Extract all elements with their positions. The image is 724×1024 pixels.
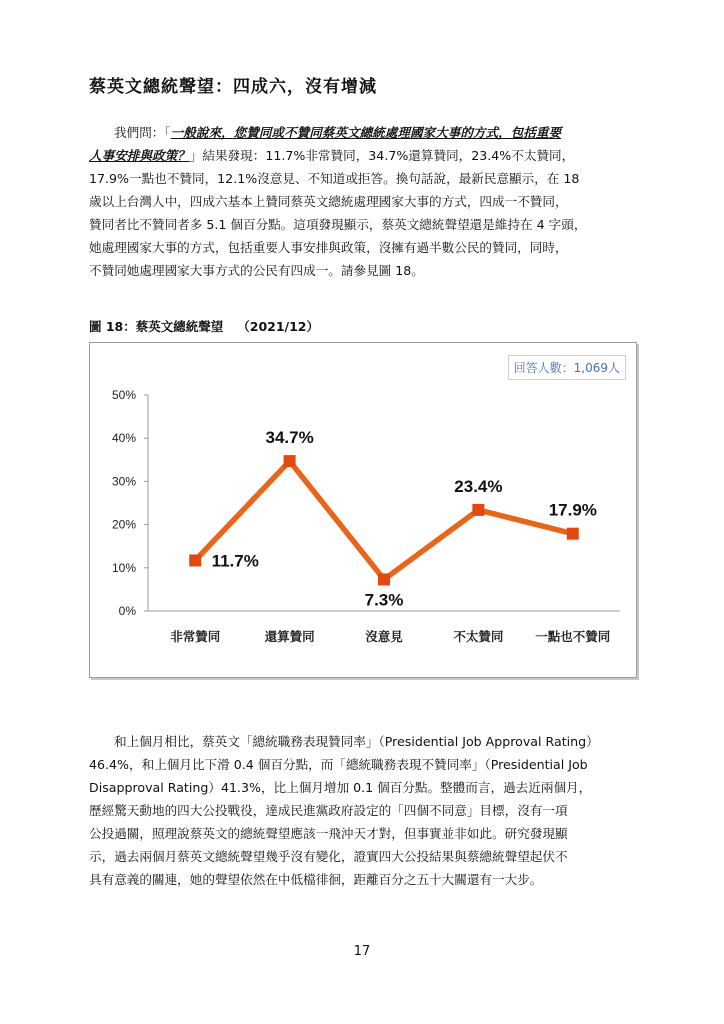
data-label: 23.4% [454,476,503,496]
y-tick-label: 40% [111,431,136,446]
paragraph-line: Disapproval Rating）41.3%，比上個月增加 0.1 個百分點。整體而言，過去近兩個月， [89,780,592,795]
respondents-count: 回答人數：1,069人 [508,355,626,380]
data-label: 17.9% [548,500,597,520]
paragraph-line: 和上個月相比，蔡英文「總統職務表現贊同率」（Presidential Job Approval Rating） [114,734,599,749]
paragraph-line: 贊同者比不贊同者多 5.1 個百分點。這項發現顯示，蔡英文總統聲望還是維持在 4 字頭， [89,217,587,232]
paragraph-line: 具有意義的關連，她的聲望依然在中低檔徘徊，距離百分之五十大關還有一大步。 [89,872,543,887]
data-label: 11.7% [211,551,259,571]
paragraph-line: 不贊同她處理國家大事方式的公民有四成一。請參見圖 18。 [89,263,424,278]
paragraph-line [89,144,637,167]
intro-paragraph [89,121,637,282]
question-text: 一般說來，您贊同或不贊同蔡英文總統處理國家大事的方式，包括重要 [170,125,562,140]
paragraph-line: 歲以上台灣人中，四成六基本上贊同蔡英文總統處理國家大事的方式，四成一不贊同， [89,194,568,209]
figure-caption [89,317,319,335]
line-chart-svg [90,343,636,677]
page-number: 17 [353,944,371,959]
paragraph-line: 46.4%，和上個月比下滑 0.4 個百分點，而「總統職務表現不贊同率」（Presidential Job [89,757,588,772]
approval-chart [89,342,637,678]
paragraph-line: 示，過去兩個月蔡英文總統聲望幾乎沒有變化，證實四大公投結果與蔡總統聲望起伏不 [89,849,568,864]
comparison-paragraph [89,730,637,891]
paragraph-line: 17.9%一點也不贊同，12.1%沒意見、不知道或拒答。換句話說，最新民意顯示，在 18 [89,171,580,186]
data-point [567,528,579,540]
paragraph-line: 歷經驚天動地的四大公投戰役，達成民進黨政府設定的「四個不同意」目標，沒有一項 [89,803,568,818]
data-point [472,504,484,516]
y-tick-label: 50% [111,388,136,402]
y-tick-label: 30% [111,474,136,489]
x-tick-label: 沒意見 [365,629,403,644]
section-heading: 蔡英文總統聲望：四成六，沒有增減 [89,77,377,97]
data-label: 7.3% [364,590,404,610]
paragraph-line: 她處理國家大事的方式，包括重要人事安排與政策，沒擁有過半數公民的贊同，同時， [89,240,568,255]
y-tick-label: 0% [118,604,136,618]
x-tick-label: 非常贊同 [170,629,221,644]
data-label: 34.7% [265,428,314,448]
figure-date: （2021/12） [237,319,320,334]
data-point [189,554,201,566]
x-tick-label: 不太贊同 [453,629,504,644]
x-tick-label: 一點也不贊同 [535,629,611,644]
line-text: 」結果發現：11.7%非常贊同，34.7%還算贊同，23.4%不太贊同， [189,148,575,163]
data-point [378,573,390,585]
data-point [284,455,296,467]
figure-title: 圖 18：蔡英文總統聲望 [89,319,224,334]
paragraph-line: 公投過關，照理說蔡英文的總統聲望應該一飛沖天才對，但事實並非如此。研究發現顯 [89,826,568,841]
y-tick-label: 10% [111,560,136,575]
y-tick-label: 20% [111,517,136,532]
paragraph-line [89,121,637,144]
line-text: 我們問：「 [114,125,171,140]
question-text: 人事安排與政策？ [89,148,190,163]
x-tick-label: 還算贊同 [264,629,315,644]
